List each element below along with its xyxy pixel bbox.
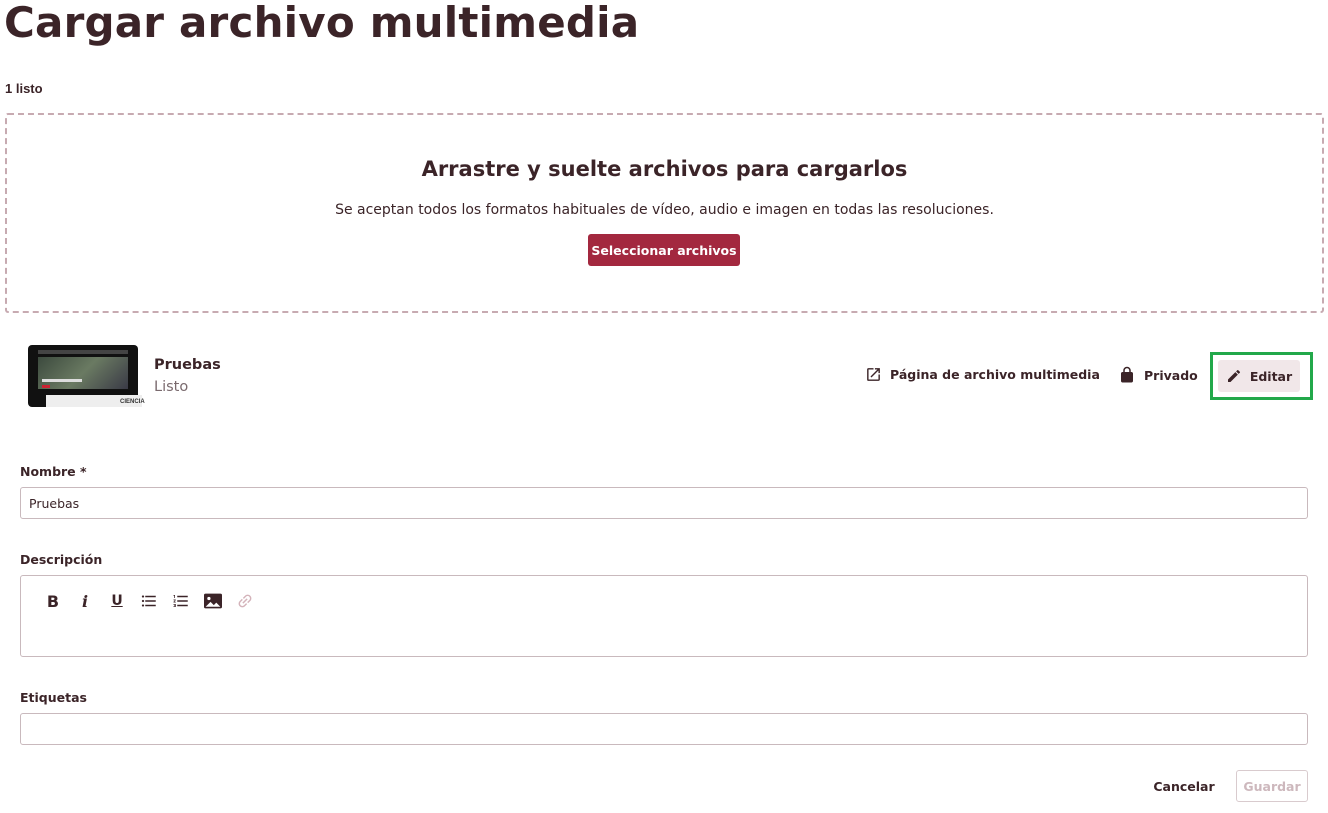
media-status: Listo xyxy=(154,379,189,395)
edit-label: Editar xyxy=(1249,368,1293,384)
page-title: Cargar archivo multimedia xyxy=(4,0,640,47)
privacy-toggle[interactable] xyxy=(1118,366,1198,384)
media-page-label: Página de archivo multimedia xyxy=(890,367,1100,382)
underline-icon[interactable]: U xyxy=(111,593,123,609)
privacy-label: Privado xyxy=(1144,367,1198,383)
external-link-icon xyxy=(865,366,882,383)
media-thumbnail xyxy=(28,345,145,407)
lock-icon xyxy=(1118,366,1136,384)
dropzone-heading: Arrastre y suelte archivos para cargarlos xyxy=(421,157,908,181)
pencil-icon xyxy=(1226,368,1242,384)
name-input[interactable] xyxy=(20,487,1308,519)
media-item xyxy=(0,340,1328,410)
ready-count: 1 listo xyxy=(5,81,43,96)
italic-icon[interactable]: i xyxy=(81,591,89,611)
numbered-list-icon[interactable] xyxy=(165,589,197,613)
tags-input[interactable] xyxy=(20,713,1308,745)
bold-icon[interactable]: B xyxy=(46,591,60,611)
name-label: Nombre * xyxy=(20,464,87,479)
thumbnail-caption: CIENCIA xyxy=(120,399,145,405)
description-editor[interactable] xyxy=(20,575,1308,657)
bullet-list-icon[interactable] xyxy=(133,589,165,613)
link-icon[interactable] xyxy=(229,589,261,613)
select-files-button[interactable]: Seleccionar archivos xyxy=(588,234,740,266)
file-dropzone[interactable] xyxy=(5,113,1324,313)
cancel-button[interactable]: Cancelar xyxy=(1148,772,1220,800)
image-icon[interactable] xyxy=(197,589,229,613)
media-page-link[interactable] xyxy=(865,366,1100,383)
edit-button[interactable] xyxy=(1218,360,1300,392)
description-toolbar xyxy=(37,589,261,613)
media-name: Pruebas xyxy=(154,357,221,373)
tags-label: Etiquetas xyxy=(20,690,87,705)
description-label: Descripción xyxy=(20,552,103,567)
save-button[interactable]: Guardar xyxy=(1236,770,1308,802)
dropzone-subtitle: Se aceptan todos los formatos habituales de vídeo, audio e imagen en todas las resoluciones. xyxy=(335,202,994,218)
